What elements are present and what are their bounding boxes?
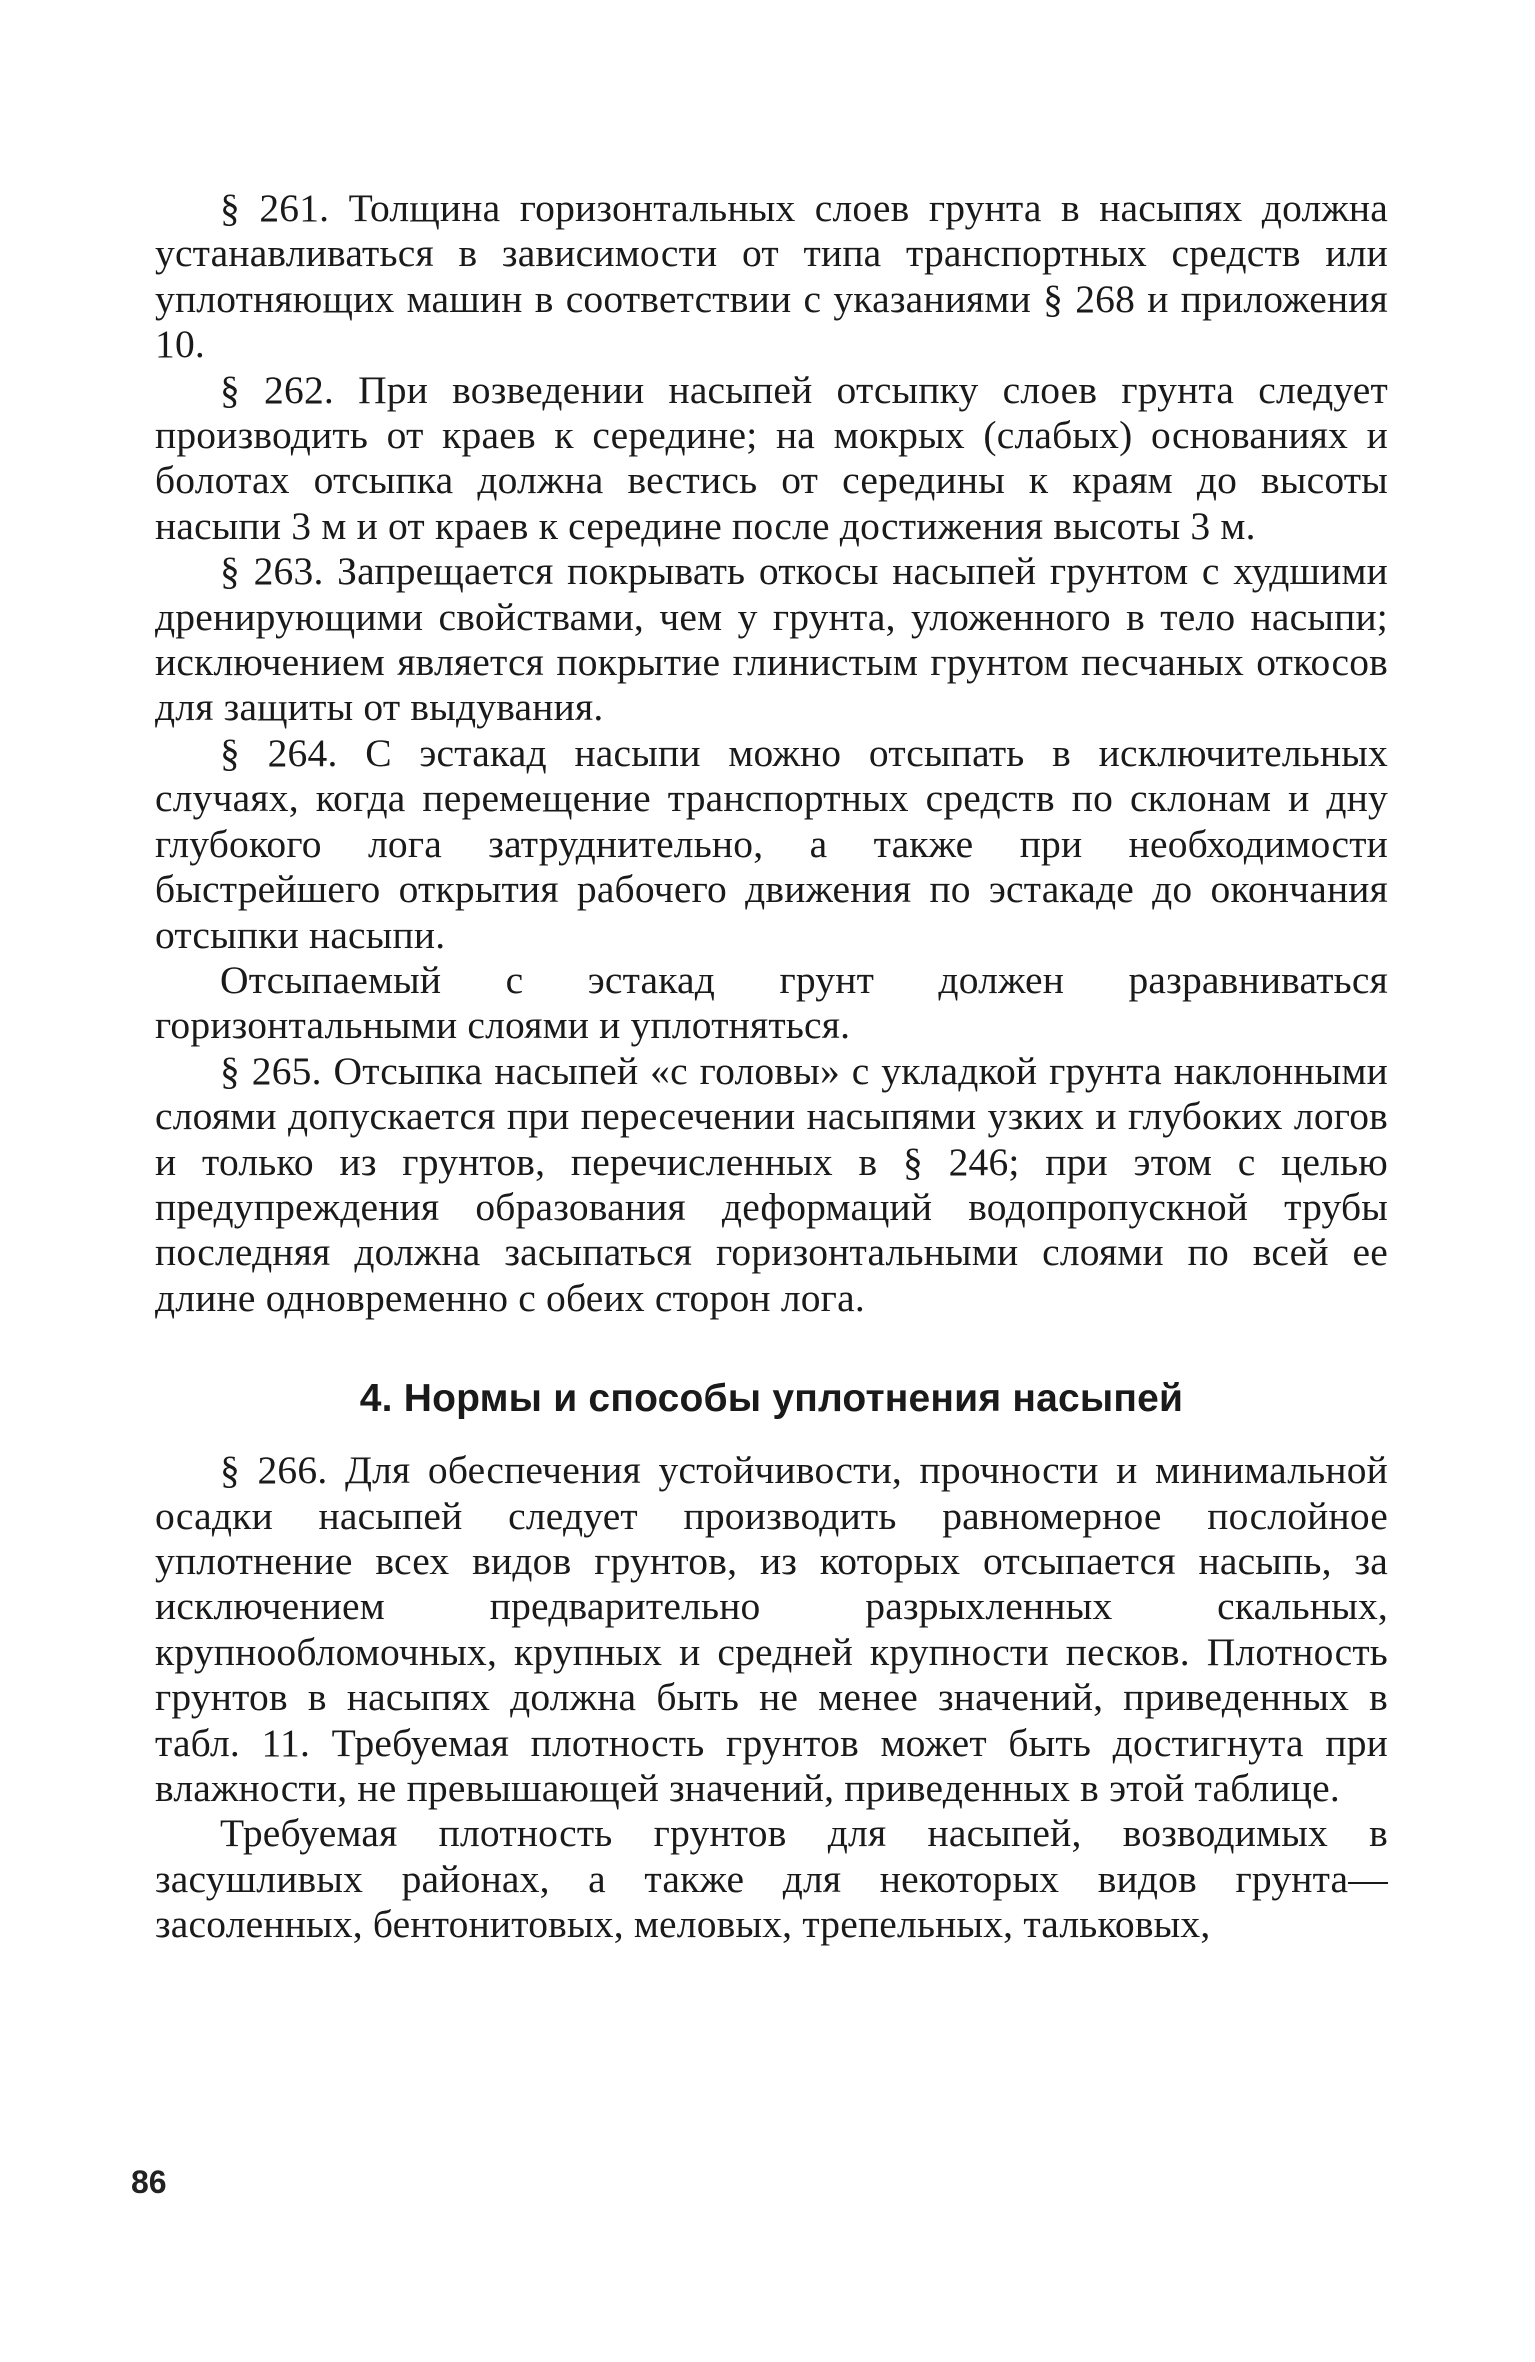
page-number: 86 xyxy=(131,2164,167,2200)
page-body xyxy=(155,186,1388,1948)
paragraph-266-continuation: Требуемая плотность грунтов для насыпей, возводимых в засушливых районах, а также для некоторых видов грунта— засоленных, бентонитовых, меловых, трепельных, тальковых, xyxy=(155,1811,1388,1947)
paragraph-262: § 262. При возведении насыпей отсыпку слоев грунта следует производить от краев к середине; на мокрых (слабых) основаниях и болотах отсыпка должна вестись от середины к краям до высоты насыпи 3 м и от краев к середине после достижения высоты 3 м. xyxy=(155,367,1388,548)
paragraph-263: § 263. Запрещается покрывать откосы насыпей грунтом с худшими дренирующими свойствами, чем у грунта, уложенного в тело насыпи; исключением является покрытие глинистым грунтом песчаных откосов для защиты от выдувания. xyxy=(155,549,1388,730)
paragraph-264: § 264. С эстакад насыпи можно отсыпать в исключительных случаях, когда перемещение транспортных средств по склонам и дну глубокого лога затруднительно, а также при необходимости быстрейшего открытия рабочего движения по эстакаде до окончания отсыпки насыпи. xyxy=(155,730,1388,957)
section-heading: 4. Нормы и способы уплотнения насыпей xyxy=(359,1377,1184,1421)
paragraph-264-continuation: Отсыпаемый с эстакад грунт должен разравниваться горизонтальными слоями и уплотняться. xyxy=(155,957,1388,1048)
paragraph-266: § 266. Для обеспечения устойчивости, прочности и минимальной осадки насыпей следует производить равномерное послойное уплотнение всех видов грунтов, из которых отсыпается насыпь, за исключением предварительно разрыхленных скальных, крупнообломочных, крупных и средней крупности песков. Плотность грунтов в насыпях должна быть не менее значений, приведенных в табл. 11. Требуемая плотность грунтов может быть достигнута при влажности, не превышающей значений, приведенных в этой таблице. xyxy=(155,1448,1388,1810)
paragraph-261: § 261. Толщина горизонтальных слоев грунта в насыпях должна устанавливаться в зависимости от типа транспортных средств или уплотняющих машин в соответствии с указаниями § 268 и приложения 10. xyxy=(155,186,1388,367)
paragraph-265: § 265. Отсыпка насыпей «с головы» с укладкой грунта наклонными слоями допускается при пересечении насыпями узких и глубоких логов и только из грунтов, перечисленных в § 246; при этом с целью предупреждения образования деформаций водопропускной трубы последняя должна засыпаться горизонтальными слоями по всей ее длине одновременно с обеих сторон лога. xyxy=(155,1048,1388,1320)
